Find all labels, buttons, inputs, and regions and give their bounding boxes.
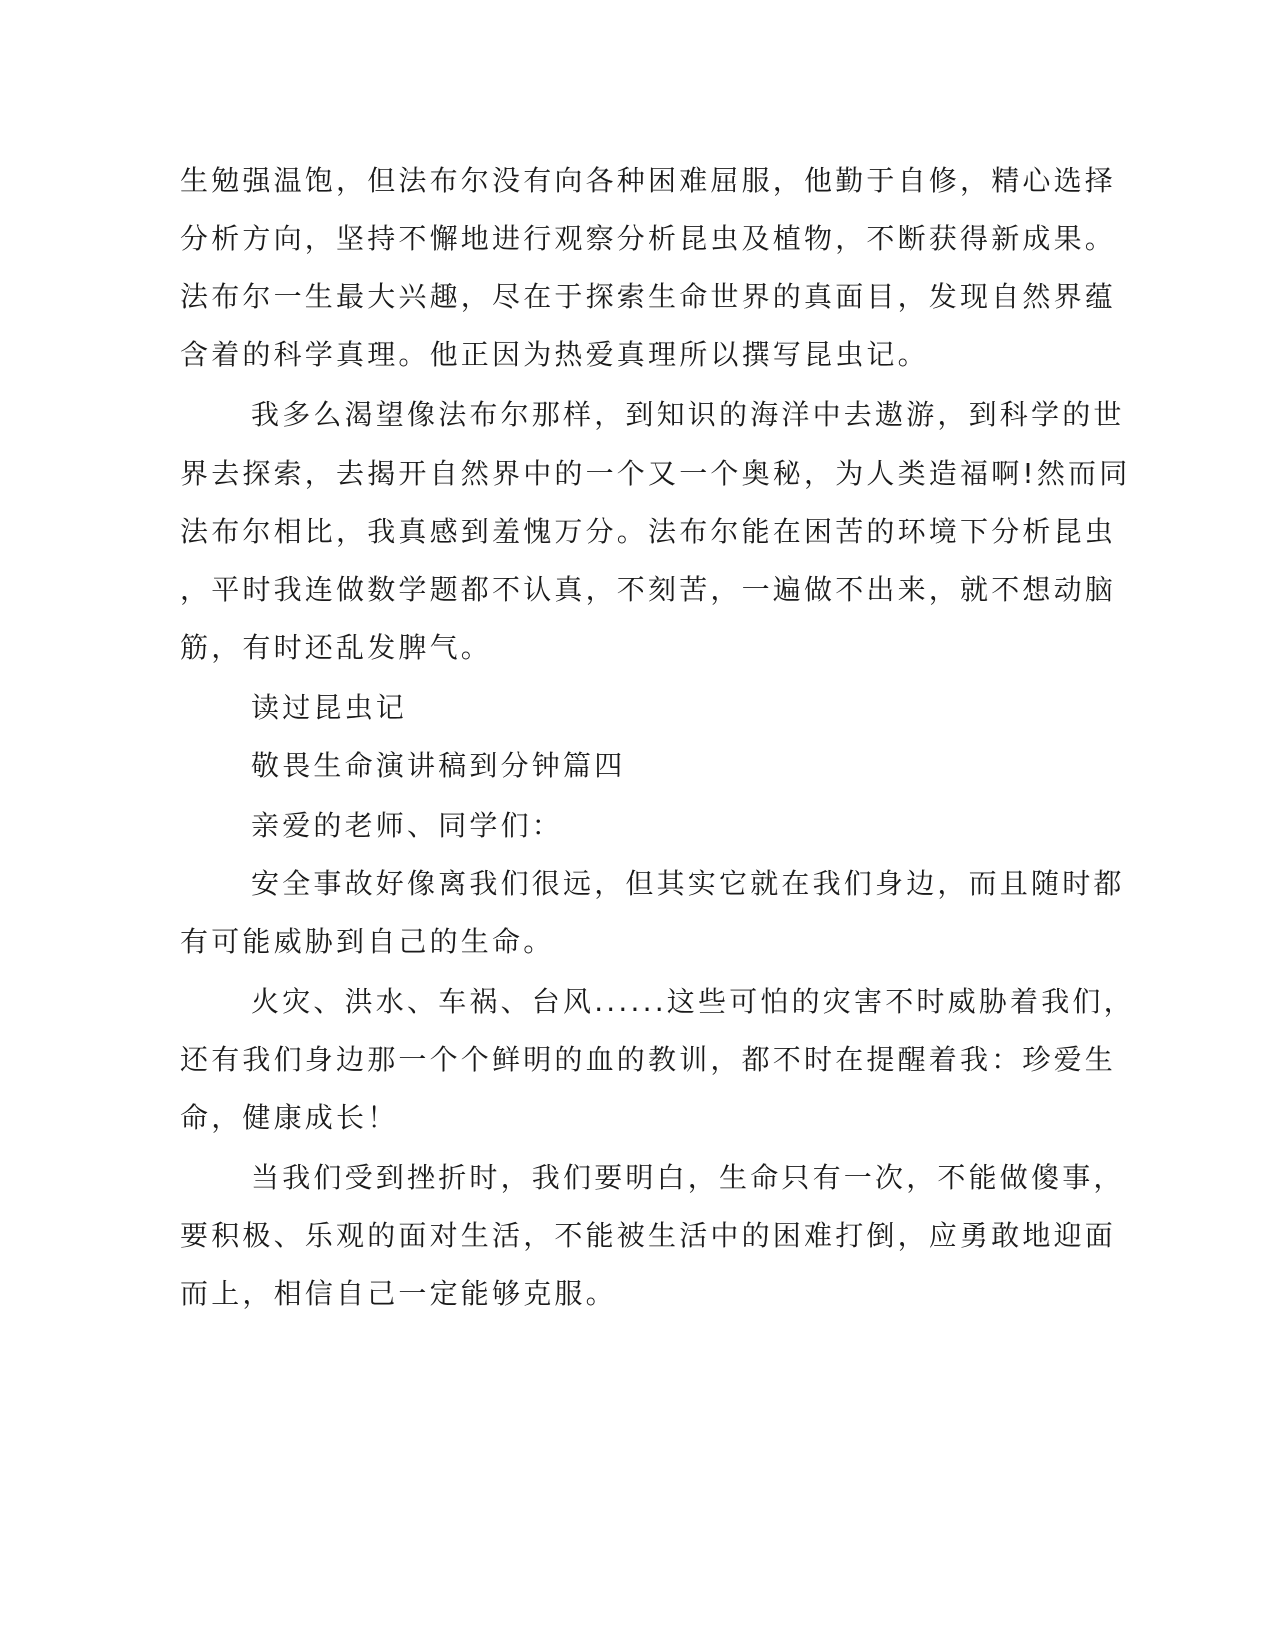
text-line: 而上，相信自己一定能够克服。 xyxy=(180,1277,617,1310)
text-line: 筋，有时还乱发脾气。 xyxy=(180,631,493,664)
text-line: 我多么渴望像法布尔那样，到知识的海洋中去遨游，到科学的世 xyxy=(251,398,1125,431)
section-label: 读过昆虫记 xyxy=(251,691,408,724)
text-line: 含着的科学真理。他正因为热爱真理所以撰写昆虫记。 xyxy=(180,338,929,371)
text-line: 当我们受到挫折时，我们要明白，生命只有一次，不能做傻事， xyxy=(251,1161,1125,1194)
salutation: 亲爱的老师、同学们： xyxy=(251,809,564,842)
text-line: 安全事故好像离我们很远，但其实它就在我们身边，而且随时都 xyxy=(251,867,1125,900)
text-line: 还有我们身边那一个个鲜明的血的教训，都不时在提醒着我：珍爱生 xyxy=(180,1043,1117,1076)
text-line: 要积极、乐观的面对生活，不能被生活中的困难打倒，应勇敢地迎面 xyxy=(180,1219,1117,1252)
text-line: 法布尔一生最大兴趣，尽在于探索生命世界的真面目，发现自然界蕴 xyxy=(180,280,1117,313)
text-line: 火灾、洪水、车祸、台风......这些可怕的灾害不时威胁着我们， xyxy=(251,985,1135,1018)
text-line: 有可能威胁到自己的生命。 xyxy=(180,925,555,958)
text-line: 命，健康成长！ xyxy=(180,1101,399,1134)
section-title: 敬畏生命演讲稿到分钟篇四 xyxy=(251,749,626,782)
text-line: 法布尔相比，我真感到羞愧万分。法布尔能在困苦的环境下分析昆虫 xyxy=(180,515,1117,548)
text-line: 生勉强温饱，但法布尔没有向各种困难屈服，他勤于自修，精心选择 xyxy=(180,164,1117,197)
text-line: 分析方向，坚持不懈地进行观察分析昆虫及植物，不断获得新成果。 xyxy=(180,222,1117,255)
text-line: 界去探索，去揭开自然界中的一个又一个奥秘，为人类造福啊!然而同 xyxy=(180,457,1131,490)
text-line: ，平时我连做数学题都不认真，不刻苦，一遍做不出来，就不想动脑 xyxy=(180,573,1117,606)
